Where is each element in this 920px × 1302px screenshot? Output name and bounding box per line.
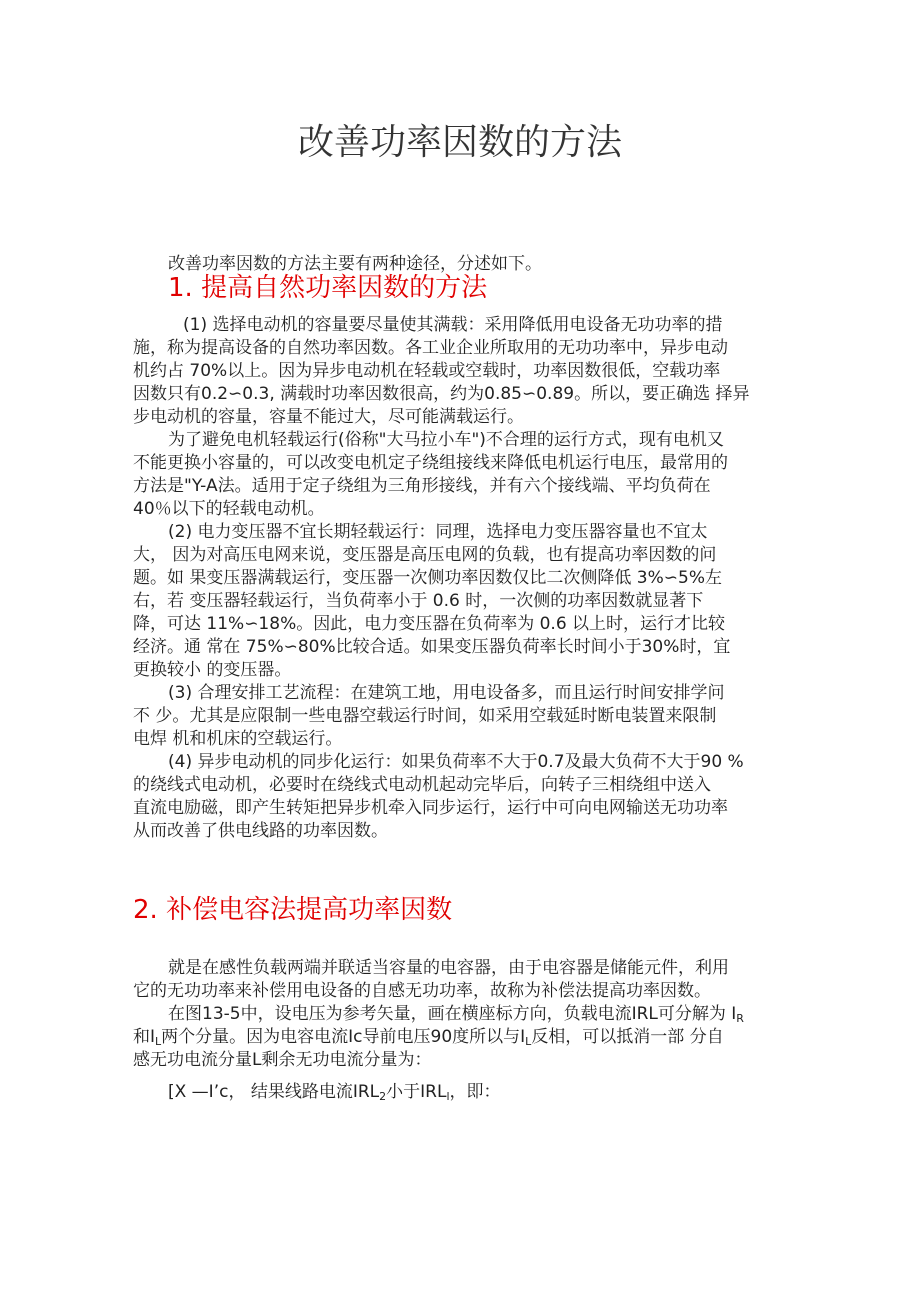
- text-segment: 两个分量。因为电容电流Ic导前电压90度所以与I: [161, 1027, 526, 1047]
- paragraph-line: 的绕线式电动机，必要时在绕线式电动机起动完毕后，向转子三相绕组中送入: [133, 775, 711, 795]
- subscript: l: [446, 1090, 450, 1103]
- text-segment: 在图13-5中，设电压为参考矢量，画在横座标方向，负载电流IRL可分解为 I: [168, 1004, 737, 1024]
- paragraph-line: 它的无功功率来补偿用电设备的自感无功功率，故称为补偿法提高功率因数。: [133, 981, 711, 1001]
- paragraph-line: (3) 合理安排工艺流程：在建筑工地，用电设备多，而且运行时间安排学问: [168, 683, 725, 703]
- paragraph-line: (1) 选择电动机的容量要尽量使其满载：采用降低用电设备无功功率的措: [183, 315, 723, 335]
- paragraph-line: 题。如 果变压器满载运行，变压器一次侧功率因数仅比二次侧降低 3%∽5%左: [133, 568, 722, 588]
- text-segment: 反相，可以抵消一部 分自: [531, 1027, 724, 1047]
- paragraph-line: [133, 1026, 793, 1049]
- paragraph-line: 因数只有0.2∽0.3, 满载时功率因数很高，约为0.85∽0.89。所以，要正确选 择异: [133, 384, 750, 404]
- paragraph-line: [133, 1081, 793, 1104]
- section-2-body: [133, 957, 793, 1104]
- document-title: 改善功率因数的方法: [297, 122, 622, 163]
- text-segment: ，即：: [449, 1082, 501, 1102]
- subscript: L: [155, 1035, 162, 1048]
- paragraph-line: 感无功电流分量L剩余无功电流分量为：: [133, 1050, 432, 1070]
- subscript: 2: [379, 1090, 387, 1103]
- paragraph-line: [133, 1003, 793, 1026]
- section-2-heading: 2. 补偿电容法提高功率因数: [133, 895, 453, 925]
- paragraph-line: 大， 因为对高压电网来说，变压器是高压电网的负载，也有提高功率因数的问: [133, 545, 717, 565]
- paragraph-line: 从而改善了供电线路的功率因数。: [133, 821, 388, 841]
- paragraph-line: 方法是"Y-A法。适用于定子绕组为三角形接线，并有六个接线端、平均负荷在: [133, 476, 711, 496]
- text-segment: 小于IRL: [386, 1082, 447, 1102]
- paragraph-line: 电焊 机和机床的空载运行。: [133, 729, 343, 749]
- paragraph-line: 施，称为提高设备的自然功率因数。各工业企业所取用的无功功率中，异步电动: [133, 338, 728, 358]
- paragraph-line: 机约占 70%以上。因为异步电动机在轻载或空载时，功率因数很低，空载功率: [133, 361, 721, 381]
- paragraph-line: 直流电励磁，即产生转矩把异步机牵入同步运行，运行中可向电网输送无功功率: [133, 798, 728, 818]
- paragraph-line: 就是在感性负载两端并联适当容量的电容器，由于电容器是储能元件，利用: [168, 958, 729, 978]
- paragraph-line: 更换较小 的变压器。: [133, 660, 292, 680]
- paragraph-line: (4) 异步电动机的同步化运行：如果负荷率不大于0.7及最大负荷不大于90 %: [168, 752, 744, 772]
- subscript: R: [736, 1012, 744, 1025]
- intro-text: 改善功率因数的方法主要有两种途径，分述如下。: [168, 254, 542, 274]
- paragraph-line: 为了避免电机轻载运行(俗称"大马拉小车")不合理的运行方式，现有电机又: [168, 430, 724, 450]
- paragraph-line: 不能更换小容量的，可以改变电机定子绕组接线来降低电机运行电压，最常用的: [133, 453, 728, 473]
- section-1-body: [133, 314, 793, 843]
- paragraph-line: 步电动机的容量，容量不能过大，尽可能满载运行。: [133, 407, 524, 427]
- paragraph-line: 40％以下的轻载电动机。: [133, 499, 325, 519]
- section-1-heading: 1. 提高自然功率因数的方法: [168, 273, 488, 303]
- text-segment: [X —I’c， 结果线路电流IRL: [168, 1082, 380, 1102]
- paragraph-line: 经济。通 常在 75%∽80%比较合适。如果变压器负荷率长时间小于30%时，宜: [133, 637, 731, 657]
- paragraph-line: 右，若 变压器轻载运行，当负荷率小于 0.6 时，一次侧的功率因数就显著下: [133, 591, 704, 611]
- subscript: L: [525, 1035, 532, 1048]
- paragraph-line: 降，可达 11%∽18%。因此，电力变压器在负荷率为 0.6 以上时，运行才比较: [133, 614, 726, 634]
- text-segment: 和I: [133, 1027, 156, 1047]
- paragraph-line: (2) 电力变压器不宜长期轻载运行：同理，选择电力变压器容量也不宜太: [168, 522, 708, 542]
- paragraph-line: 不 少。尤其是应限制一些电器空载运行时间，如采用空载延时断电装置来限制: [133, 706, 717, 726]
